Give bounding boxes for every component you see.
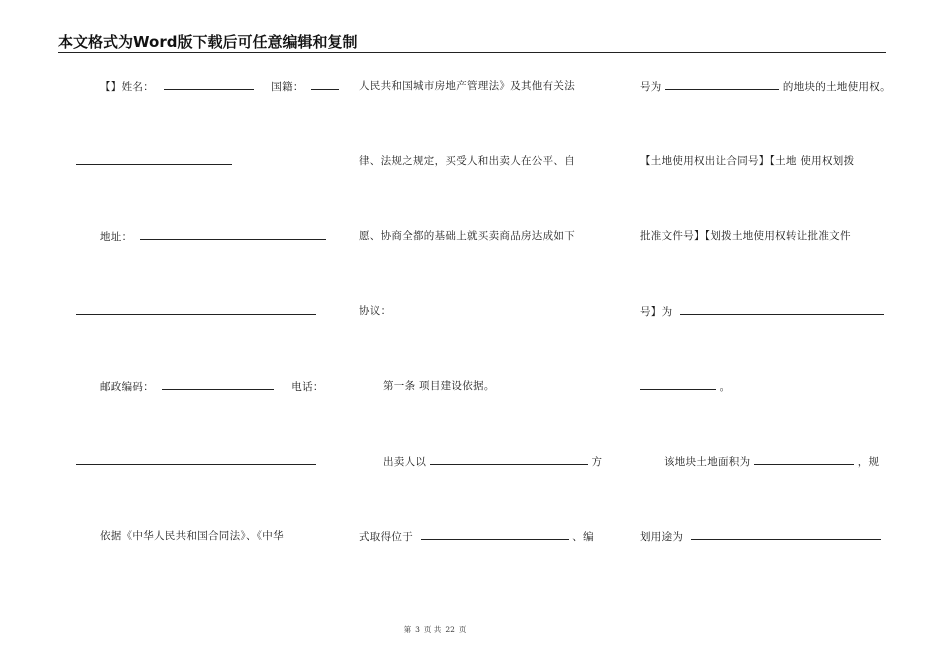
header-divider: [58, 52, 886, 53]
land-use-prefix: 划用途为: [640, 531, 684, 543]
address-label: 地址：: [100, 231, 133, 243]
plot-number-blank: [665, 79, 779, 90]
postcode-blank: [162, 379, 274, 390]
col2-line-1: 人民共和国城市房地产管理法》及其他有关法: [359, 80, 575, 92]
approval-continuation-suffix: 。: [719, 381, 731, 393]
col3-line-3: 批准文件号】【划拨土地使用权转让批准文件: [640, 230, 851, 242]
nationality-label: 国籍：: [271, 81, 304, 93]
footer-suffix: 页: [458, 625, 467, 634]
approval-number-blank: [680, 304, 884, 315]
footer-page-number: 3: [415, 625, 420, 634]
col2-line-3: 愿、协商全都的基础上就买卖商品房达成如下: [359, 230, 575, 242]
footer-total-pages: 22: [445, 625, 455, 634]
plot-number-prefix: 号为: [640, 81, 662, 93]
name-blank: [164, 79, 254, 90]
method-blank: [430, 454, 588, 465]
approval-continuation-line: [640, 379, 730, 394]
footer-mid: 页 共: [423, 625, 442, 634]
approval-number-line: [640, 304, 884, 319]
col3-line-2: 【土地使用权出让合同号】【土地 使用权划拨: [640, 155, 855, 167]
land-area-suffix: ，规: [857, 456, 880, 468]
nationality-blank: [311, 79, 339, 90]
article-one-heading: 第一条 项目建设依据。: [383, 380, 495, 392]
seller-method-prefix: 出卖人以: [383, 456, 427, 468]
land-area-blank: [754, 454, 854, 465]
page-header-title: 本文格式为Word版下载后可任意编辑和复制: [58, 33, 358, 51]
plot-number-line: [640, 79, 891, 94]
name-label: 【】姓名：: [100, 81, 154, 93]
address-continuation-line: [76, 304, 316, 319]
footer-prefix: 第: [403, 625, 412, 634]
land-area-prefix: 该地块土地面积为: [664, 456, 751, 468]
approval-number-prefix: 号】为: [640, 306, 673, 318]
location-blank: [421, 529, 569, 540]
phone-continuation-blank: [76, 454, 316, 465]
phone-label: 电话：: [291, 381, 324, 393]
address-blank: [140, 229, 326, 240]
postcode-label: 邮政编码：: [100, 381, 154, 393]
phone-continuation-line: [76, 454, 316, 469]
basis-text: 依据《中华人民共和国合同法》、《中华: [100, 530, 284, 542]
name-line: [100, 79, 339, 94]
seller-method-line: [383, 454, 602, 469]
location-suffix: 、编: [572, 531, 594, 543]
name-continuation-line: [76, 154, 232, 169]
seller-method-suffix: 方: [591, 456, 603, 468]
address-line: [100, 229, 326, 244]
land-use-blank: [691, 529, 881, 540]
page-footer: [0, 624, 870, 635]
address-continuation-blank: [76, 304, 316, 315]
plot-number-suffix: 的地块的土地使用权。: [782, 81, 891, 93]
location-line: [359, 529, 594, 544]
col2-line-4: 协议：: [359, 305, 392, 317]
land-area-line: [664, 454, 879, 469]
name-continuation-blank: [76, 154, 232, 165]
approval-continuation-blank: [640, 379, 716, 390]
postcode-line: [100, 379, 324, 394]
location-prefix: 式取得位于: [359, 531, 413, 543]
col2-line-2: 律、法规之规定，买受人和出卖人在公平、自: [359, 155, 575, 167]
land-use-line: [640, 529, 881, 544]
